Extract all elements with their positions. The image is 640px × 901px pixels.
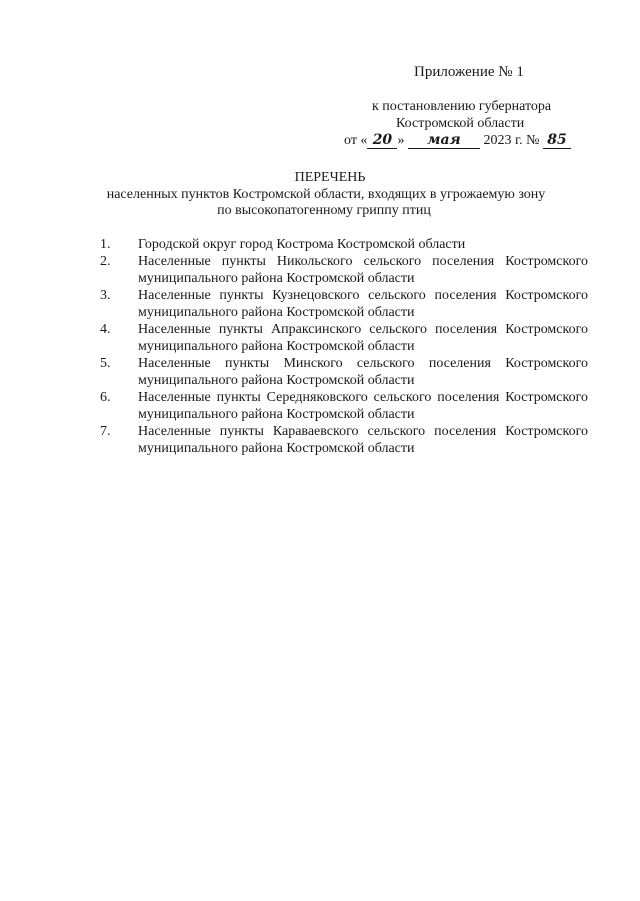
list-item-text: Населенные пункты Кузнецовского сельского поселения Костромского муниципального района Костромской области: [138, 288, 588, 320]
settlements-list: [100, 236, 588, 457]
list-item-text: Населенные пункты Караваевского сельского поселения Костромского муниципального района Костромской области: [138, 424, 588, 456]
document-subtitle-line1: населенных пунктов Костромской области, входящих в угрожаемую зону: [106, 187, 546, 202]
handwritten-month: мая: [408, 133, 480, 149]
list-item-number: 2.: [100, 254, 111, 269]
handwritten-doc-number: 85: [543, 133, 571, 149]
list-item: [100, 389, 588, 423]
document-title: ПЕРЕЧЕНЬ: [294, 170, 366, 185]
list-item-text: Населенные пункты Минского сельского поселения Костромского муниципального района Костромской области: [138, 356, 588, 388]
resolution-reference: к постановлению губернатора: [372, 99, 552, 114]
list-item-number: 5.: [100, 356, 111, 371]
list-item-number: 7.: [100, 424, 111, 439]
list-item-number: 1.: [100, 237, 111, 252]
list-item: [100, 423, 588, 457]
list-item-text: Городской округ город Кострома Костромской области: [138, 237, 466, 252]
list-item-text: Населенные пункты Середняковского сельского поселения Костромского муниципального района Костромской области: [138, 390, 588, 422]
list-item: [100, 236, 588, 253]
list-item: [100, 321, 588, 355]
resolution-date-line: [344, 132, 571, 150]
resolution-region: Костромской области: [396, 116, 525, 131]
list-item-number: 3.: [100, 288, 111, 303]
date-quote-close: »: [397, 133, 405, 148]
document-subtitle-line2: по высокопатогенному гриппу птиц: [217, 203, 431, 218]
list-item: [100, 355, 588, 389]
list-item-text: Населенные пункты Никольского сельского поселения Костромского муниципального района Костромской области: [138, 254, 588, 286]
list-item-number: 6.: [100, 390, 111, 405]
list-item: [100, 287, 588, 321]
date-prefix: от «: [344, 133, 368, 148]
handwritten-day: 20: [367, 133, 397, 149]
list-item: [100, 253, 588, 287]
date-year: 2023 г. №: [483, 133, 540, 148]
list-item-number: 4.: [100, 322, 111, 337]
list-item-text: Населенные пункты Апраксинского сельского поселения Костромского муниципального района Костромской области: [138, 322, 588, 354]
appendix-label: Приложение № 1: [414, 64, 524, 80]
